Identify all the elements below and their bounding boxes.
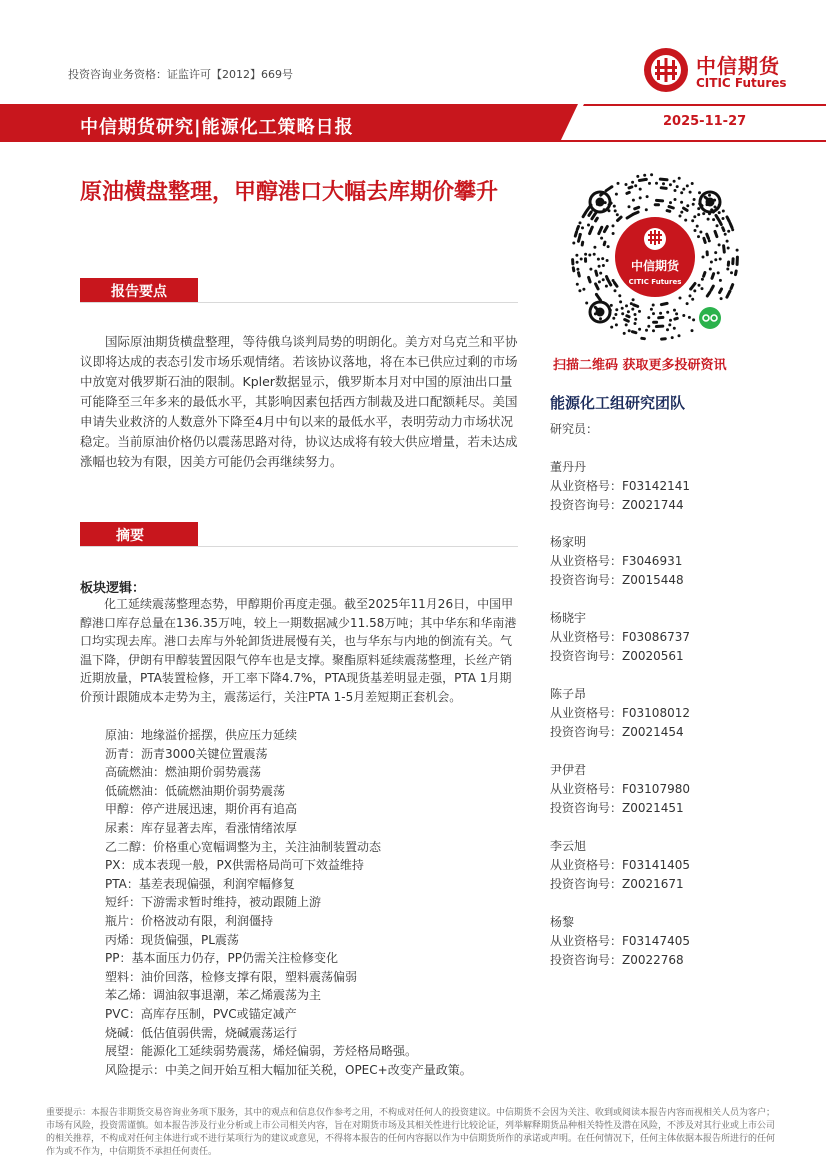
report-headline: 原油横盘整理，甲醇港口大幅去库期价攀升 bbox=[80, 180, 499, 205]
citic-logo-icon bbox=[642, 46, 690, 94]
list-item: 丙烯：现货偏强，PL震荡 bbox=[105, 932, 239, 947]
qr-dot bbox=[604, 227, 607, 232]
qr-dot bbox=[661, 303, 667, 304]
qr-dot bbox=[606, 187, 611, 191]
section-divider bbox=[80, 546, 518, 547]
qr-finder-dot bbox=[596, 308, 605, 317]
qr-dot bbox=[599, 228, 602, 233]
qr-dot bbox=[577, 226, 578, 229]
list-item: 高硫燃油：燃油期价弱势震荡 bbox=[105, 765, 262, 780]
member-qualification: 从业资格号：F03108012 bbox=[550, 706, 690, 720]
list-item: 沥青：沥青3000关键位置震荡 bbox=[105, 746, 268, 761]
qr-dot bbox=[731, 285, 733, 289]
qr-code[interactable] bbox=[570, 172, 740, 342]
qr-dot bbox=[627, 316, 629, 317]
member-qualification: 从业资格号：F03141405 bbox=[550, 858, 690, 872]
qr-dot bbox=[596, 284, 599, 289]
qr-dot bbox=[596, 271, 597, 275]
qr-dot bbox=[614, 283, 617, 287]
qr-dot bbox=[711, 286, 713, 290]
qr-dot bbox=[730, 223, 732, 227]
qr-dot bbox=[715, 231, 717, 236]
key-points-paragraph: 国际原油期货横盘整理，等待俄乌谈判局势的明朗化。美方对乌克兰和平协议即将达成的表态引发市场乐观情绪。若该协议落地，将在本已供应过剩的市场中放宽对俄罗斯石油的限制。Kpler数据显示，俄罗斯本月对中国的原油出口量可能降至三年多来的最低水平，其影响因素包括西方制裁及进口配额耗尽。美国申请失业救济的人数意外下降至4月中旬以来的最低水平，表明劳动力市场状况稳定。当前原油价格仍以震荡思路对待，协议达成将有较大供应增量，若未达成涨幅也较为有限，因美方可能仍会再继续努力。 bbox=[80, 334, 518, 469]
list-item: 低硫燃油：低硫燃油期价弱势震荡 bbox=[105, 783, 286, 798]
disclaimer: 重要提示：本报告非期货交易咨询业务项下服务，其中的观点和信息仅作参考之用，不构成对任何人的投资建议。中信期货不会因为关注、收到或阅读本报告内容而视相关人员为客户；市场有风险，投资需谨慎。如本报告涉及行业分析或上市公司相关内容，旨在对期货市场及其相关性进行比较论证，列举解释期货品种相关特性及潜在风险，不涉及对其行业或上市公司的相关推荐，不构成对任何主体进行或不进行某项行为的建议或意见，不得将本报告的任何内容据以作为中信期货所作的承诺或声明。在任何情况下，任何主体依据本报告所进行的任何作为或不作为，中信期货不承担任何责任。 bbox=[46, 1108, 776, 1157]
qr-dot bbox=[627, 192, 629, 193]
team-member bbox=[550, 533, 684, 590]
license-text: 投资咨询业务资格：证监许可【2012】669号 bbox=[68, 68, 293, 81]
list-item: 烧碱：低估值弱供需，烧碱震荡运行 bbox=[105, 1025, 298, 1040]
list-item: 苯乙烯：调油叙事退潮，苯乙烯震荡为主 bbox=[105, 988, 322, 1003]
summary-list bbox=[80, 726, 520, 1079]
logic-title: 板块逻辑： bbox=[80, 581, 146, 596]
team-member bbox=[550, 685, 690, 742]
qr-dot bbox=[589, 277, 591, 282]
qr-dot bbox=[661, 188, 666, 189]
list-item: 原油：地缘溢价摇摆，供应压力延续 bbox=[105, 728, 298, 742]
qr-dot bbox=[579, 273, 580, 276]
qr-dot bbox=[724, 246, 725, 252]
qr-code-graphic bbox=[570, 172, 740, 342]
team-title: 能源化工组研究团队 bbox=[550, 394, 686, 412]
qr-dot bbox=[604, 242, 605, 245]
qr-dot bbox=[720, 221, 722, 224]
section-tab-key-points bbox=[80, 278, 198, 302]
qr-dot bbox=[667, 211, 670, 212]
list-item: PTA：基差表现偏强，利润窄幅修复 bbox=[105, 876, 295, 891]
logo-cn: 中信期货 bbox=[696, 54, 780, 78]
qr-dot bbox=[632, 332, 636, 333]
logo-en: CITIC Futures bbox=[696, 76, 787, 90]
qr-dot bbox=[684, 208, 688, 210]
member-name: 尹伊君 bbox=[550, 763, 587, 777]
list-item: PP：基本面压力仍存，PP仍需关注检修变化 bbox=[105, 951, 338, 966]
member-consult-id: 投资咨询号：Z0021454 bbox=[550, 725, 684, 739]
qr-dot bbox=[736, 271, 737, 275]
qr-caption: 扫描二维码 获取更多投研资讯 bbox=[553, 358, 727, 373]
qr-dot bbox=[707, 234, 709, 238]
qr-dot bbox=[704, 273, 705, 277]
member-name: 陈子昂 bbox=[550, 687, 587, 701]
list-item: PVC：高库存压制，PVC或锚定减产 bbox=[105, 1006, 297, 1021]
member-qualification: 从业资格号：F03147405 bbox=[550, 934, 690, 948]
qr-dot bbox=[657, 200, 663, 201]
qr-dot bbox=[590, 228, 592, 234]
member-qualification: 从业资格号：F03086737 bbox=[550, 630, 690, 644]
member-name: 董丹丹 bbox=[550, 460, 587, 474]
team-subtitle: 研究员： bbox=[550, 422, 599, 436]
qr-dot bbox=[596, 218, 598, 221]
list-item: 塑料：油价回落，检修支撑有限，塑料震荡偏弱 bbox=[105, 969, 358, 984]
qr-dot bbox=[607, 277, 608, 279]
section-divider bbox=[80, 302, 518, 303]
qr-dot bbox=[589, 212, 591, 216]
banner-title: 中信期货研究|能源化工策略日报 bbox=[80, 117, 354, 138]
list-item: 展望：能源化工延续弱势震荡，烯烃偏弱，芳烃格局略强。 bbox=[105, 1044, 418, 1059]
member-consult-id: 投资咨询号：Z0022768 bbox=[550, 953, 684, 967]
qr-dot bbox=[712, 274, 714, 279]
qr-dot bbox=[573, 268, 574, 271]
qr-dot bbox=[669, 207, 673, 208]
section-label: 报告要点 bbox=[111, 284, 167, 300]
list-item: 短纤：下游需求暂时维持，被动跟随上游 bbox=[105, 895, 322, 910]
list-item: 乙二醇：价格重心宽幅调整为主，关注油制装置动态 bbox=[105, 839, 382, 854]
team-member bbox=[550, 761, 690, 818]
qr-dot bbox=[707, 292, 710, 296]
section-label: 摘要 bbox=[116, 528, 144, 544]
citic-logo bbox=[642, 46, 807, 96]
member-name: 杨晓宇 bbox=[550, 611, 587, 625]
logic-paragraph: 化工延续震荡整理态势，甲醇期价再度走强。截至2025年11月26日，中国甲醇港口库存总量在136.35万吨，较上一期数据减少11.58万吨；其中华东和华南港口均实现去库。港口去库与外轮卸货进展慢有关，也与华东与内地的倒流有关。气温下降，伊朗有甲醇装置因限气停车也是支撑。聚酯原料延续震荡整理，长丝产销近期放量，PTA装置检修，开工率下降4.7%，PTA现货基差明显走强，PTA 1月期价预计跟随成本走势为主，震荡运行，关注PTA 1-5月差短期正套机会。 bbox=[80, 597, 517, 704]
qr-dot bbox=[675, 318, 677, 319]
member-consult-id: 投资咨询号：Z0021671 bbox=[550, 877, 684, 891]
team-member bbox=[550, 609, 690, 666]
qr-dot bbox=[633, 212, 638, 214]
qr-center-en: CITIC Futures bbox=[628, 278, 682, 286]
list-item: PX：成本表现一般，PX供需格局尚可下效益维持 bbox=[105, 858, 364, 873]
list-item: 瓶片：价格波动有限，利润僵持 bbox=[105, 913, 274, 928]
team-member bbox=[550, 458, 690, 515]
qr-finder-dot bbox=[706, 198, 715, 207]
qr-center-cn: 中信期货 bbox=[630, 259, 680, 273]
member-consult-id: 投资咨询号：Z0020561 bbox=[550, 649, 684, 663]
qr-dot bbox=[597, 295, 601, 300]
member-consult-id: 投资咨询号：Z0021451 bbox=[550, 801, 684, 815]
member-qualification: 从业资格号：F03142141 bbox=[550, 479, 690, 493]
team-member bbox=[550, 913, 690, 970]
qr-dot bbox=[592, 214, 595, 219]
list-item: 尿素：库存显著去库，看涨情绪浓厚 bbox=[105, 820, 298, 835]
qr-dot bbox=[575, 232, 576, 236]
qr-dot bbox=[629, 187, 632, 188]
list-item: 风险提示：中美之间开始互相大幅加征关税，OPEC+改变产量政策。 bbox=[105, 1062, 472, 1077]
member-qualification: 从业资格号：F3046931 bbox=[550, 554, 683, 568]
qr-dot bbox=[625, 320, 629, 322]
qr-dot bbox=[723, 228, 724, 231]
qr-dot bbox=[727, 291, 730, 297]
member-name: 杨黎 bbox=[550, 915, 575, 929]
report-date: 2025-11-27 bbox=[663, 114, 747, 129]
member-qualification: 从业资格号：F03107980 bbox=[550, 782, 690, 796]
qr-dot bbox=[716, 215, 719, 220]
qr-dot bbox=[727, 217, 729, 222]
qr-finder-dot bbox=[596, 198, 605, 207]
list-item: 甲醇：停产进展迅速，期价再有追高 bbox=[105, 802, 298, 817]
member-consult-id: 投资咨询号：Z0021744 bbox=[550, 498, 684, 512]
qr-dot bbox=[720, 289, 722, 293]
member-name: 李云旭 bbox=[550, 839, 587, 853]
qr-dot bbox=[582, 242, 583, 245]
qr-dot bbox=[635, 207, 639, 209]
section-tab-summary bbox=[80, 522, 198, 546]
qr-dot bbox=[660, 179, 667, 180]
qr-dot bbox=[583, 212, 586, 217]
qr-dot bbox=[618, 217, 622, 220]
qr-dot bbox=[634, 305, 638, 307]
member-name: 杨家明 bbox=[550, 535, 587, 549]
team-member bbox=[550, 837, 690, 894]
member-consult-id: 投资咨询号：Z0015448 bbox=[550, 573, 684, 587]
qr-dot bbox=[704, 238, 705, 242]
